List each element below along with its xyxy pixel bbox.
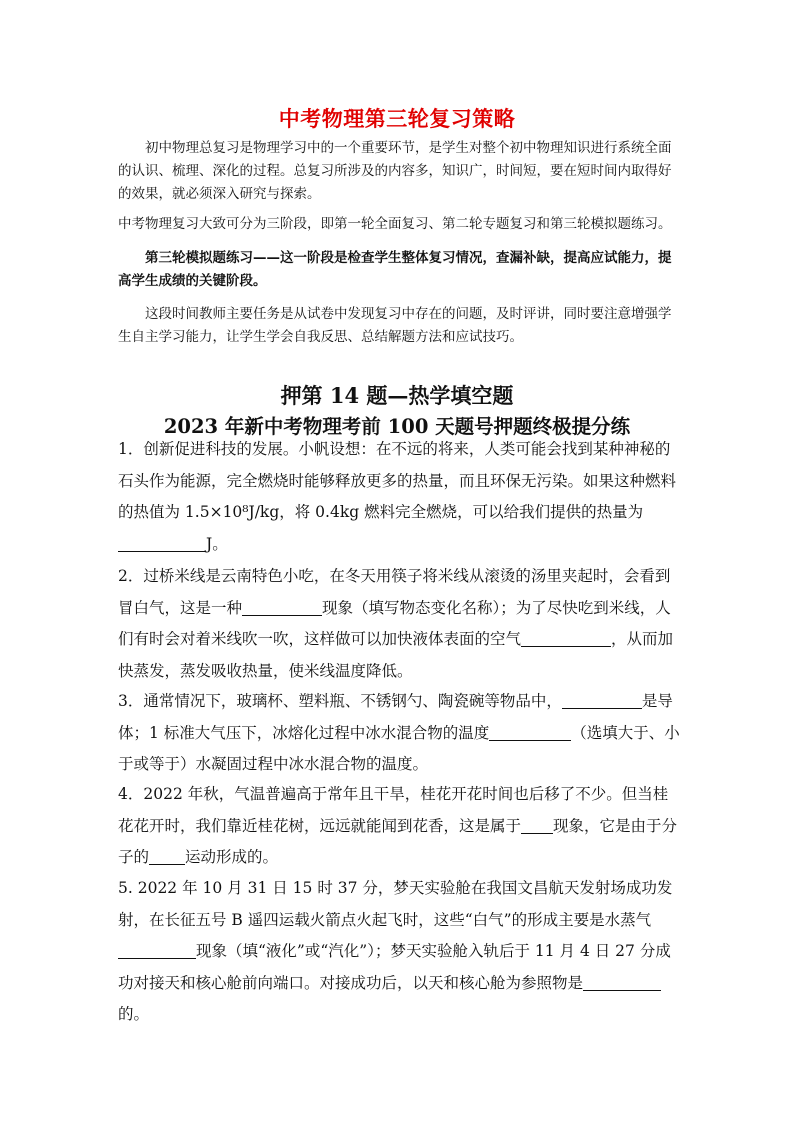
answer-blank[interactable] — [149, 846, 185, 865]
question-3-text-c: （选填大于、小于或等于）水凝固过程中冰水混合物的温度。 — [118, 723, 680, 773]
question-1-text: 1．创新促进科技的发展。小帆设想：在不远的将来，人类可能会找到某种神秘的石头作为能源，完全燃烧时能够释放更多的热量，而且环保无污染。如果这种燃料的热值为 1.5×10⁸J/kg，将 0.4kg 燃料完全燃烧，可以给我们提供的热量为 — [118, 440, 677, 521]
question-2-text-a: 2．过桥米线是云南特色小吃，在冬天用筷子将米线从滚烫的汤里夹起时，会看到冒白气，这是一种 — [118, 567, 671, 617]
question-5-text-a: 5. 2022 年 10 月 31 日 15 时 37 分，梦天实验舱在我国文昌航天发射场成功发射，在长征五号 B 遥四运载火箭点火起飞时，这些“白气”的形成主要是水蒸气 — [118, 879, 673, 929]
question-5 — [118, 873, 680, 1031]
answer-blank[interactable] — [489, 722, 571, 741]
intro-paragraph-3: 第三轮模拟题练习——这一阶段是检查学生整体复习情况，查漏补缺，提高应试能力，提高学生成绩的关键阶段。 — [118, 250, 672, 289]
answer-blank[interactable] — [521, 628, 611, 647]
question-1-tail: J。 — [206, 534, 228, 553]
question-3-text-a: 3．通常情况下，玻璃杯、塑料瓶、不锈钢勺、陶瓷碗等物品中， — [118, 692, 562, 710]
answer-blank[interactable] — [118, 940, 196, 959]
question-4 — [118, 779, 680, 874]
answer-blank[interactable] — [583, 972, 661, 991]
question-3 — [118, 686, 680, 781]
answer-blank[interactable] — [562, 690, 642, 709]
section-subtitle: 2023 年新中考物理考前 100 天题号押题终极提分练 — [163, 415, 631, 438]
question-4-text-a: 4．2022 年秋，气温普遍高于常年且干旱，桂花开花时间也后移了不少。但当桂花花开时，我们靠近桂花树，远远就能闻到花香，这是属于 — [118, 785, 669, 835]
question-2 — [118, 561, 680, 687]
question-2-text-b: 现象（填写物态变化名称）；为了尽快吃到米线，人们有时会对着米线吹一吹，这样做可以加快液体表面的空气 — [118, 598, 671, 648]
question-4-text-b: 现象，它是由于分子的 — [118, 816, 678, 866]
question-1 — [118, 434, 680, 560]
intro-paragraph-1: 初中物理总复习是物理学习中的一个重要环节，是学生对整个初中物理知识进行系统全面的认识、梳理、深化的过程。总复习所涉及的内容多，知识广，时间短，要在短时间内取得好的效果，就必须深入研究与探索。 — [118, 140, 672, 202]
answer-blank[interactable] — [242, 597, 322, 616]
answer-blank[interactable] — [118, 533, 206, 552]
question-5-text-b: 现象（填“液化”或“汽化”）；梦天实验舱入轨后于 11 月 4 日 27 分成功对接天和核心舱前向端口。对接成功后，以天和核心舱为参照物是 — [118, 942, 671, 992]
question-2-text-c: ，从而加快蒸发，蒸发吸收热量，使米线温度降低。 — [118, 630, 674, 680]
question-3-text-b: 是导体；1 标准大气压下，冰熔化过程中冰水混合物的温度 — [118, 692, 673, 742]
question-5-text-c: 的。 — [118, 1005, 150, 1023]
intro-paragraph-4: 这段时间教师主要任务是从试卷中发现复习中存在的问题，及时评讲，同时要注意增强学生自主学习能力，让学生学会自我反思、总结解题方法和应试技巧。 — [118, 306, 672, 345]
section-title: 押第 14 题—热学填空题 — [280, 383, 514, 408]
answer-blank[interactable] — [521, 815, 553, 834]
page-title: 中考物理第三轮复习策略 — [278, 107, 516, 131]
intro-paragraph-2: 中考物理复习大致可分为三阶段，即第一轮全面复习、第二轮专题复习和第三轮模拟题练习。 — [118, 216, 672, 232]
question-4-text-c: 运动形成的。 — [185, 848, 279, 866]
